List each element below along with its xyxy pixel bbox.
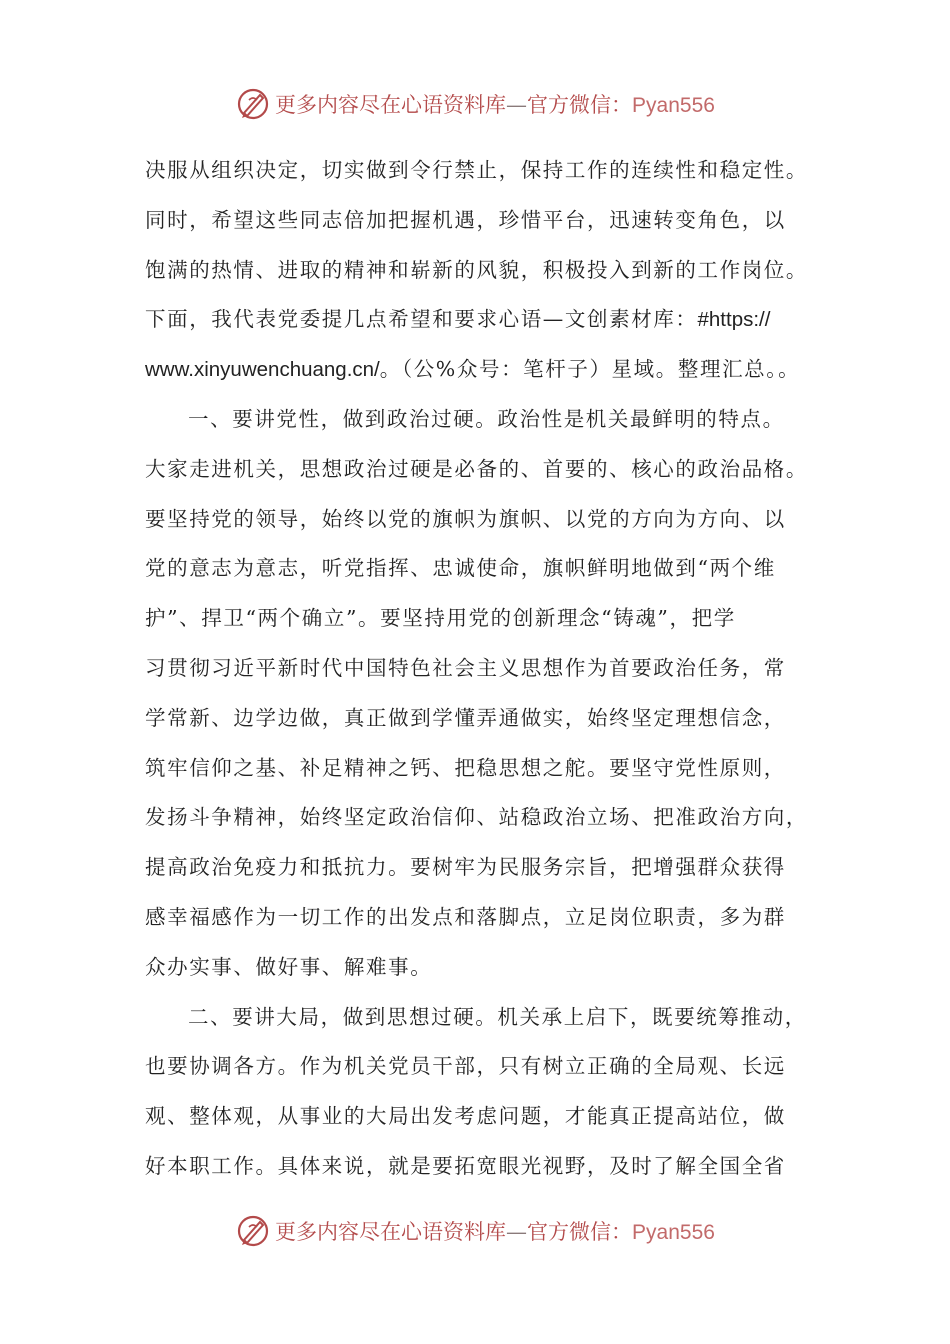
header-wechat-label: 官方微信： <box>527 93 633 117</box>
header-dash: — <box>506 93 528 117</box>
header-lead: 更多内容尽在心语资料库 <box>275 93 507 117</box>
text-line-with-url <box>145 345 825 395</box>
pen-logo-icon <box>235 1213 271 1249</box>
url-part-1: #https:// <box>697 308 771 332</box>
footer-lead: 更多内容尽在心语资料库 <box>275 1220 507 1244</box>
header-text <box>275 89 715 119</box>
footer-text <box>275 1216 715 1246</box>
text-line: 筑牢信仰之基、补足精神之钙、把稳思想之舵。要坚守党性原则， <box>145 755 786 780</box>
paragraph-start: 一、要讲党性，做到政治过硬。政治性是机关最鲜明的特点。 <box>188 406 785 431</box>
url-part-2: www.xinyuwenchuang.cn/ <box>145 358 380 382</box>
text-line: 饱满的热情、进取的精神和崭新的风貌，积极投入到新的工作岗位。 <box>145 257 808 282</box>
text-line-with-url <box>145 295 825 345</box>
footer-wechat-id: Pyan556 <box>632 1221 715 1244</box>
footer-wechat-label: 官方微信： <box>527 1220 633 1244</box>
text-line: 党的意志为意志，听党指挥、忠诚使命，旗帜鲜明地做到“两个维 <box>145 556 776 581</box>
text-segment: 。（公%众号：笔杆子）星域。整理汇总。。 <box>379 357 801 382</box>
text-line: 发扬斗争精神，始终坚定政治信仰、站稳政治立场、把准政治方向， <box>145 805 808 830</box>
text-line: 护”、捍卫“两个确立”。要坚持用党的创新理念“铸魂”，把学 <box>145 606 736 631</box>
text-line: 也要协调各方。作为机关党员干部，只有树立正确的全局观、长远 <box>145 1054 786 1079</box>
document-body <box>145 146 825 1192</box>
footer-dash: — <box>506 1220 528 1244</box>
text-line: 习贯彻习近平新时代中国特色社会主义思想作为首要政治任务，常 <box>145 655 786 680</box>
text-segment: 下面，我代表党委提几点希望和要求心语—文创素材库： <box>145 307 698 332</box>
paragraph-start: 二、要讲大局，做到思想过硬。机关承上启下，既要统筹推动， <box>188 1004 807 1029</box>
text-line: 决服从组织决定，切实做到令行禁止，保持工作的连续性和稳定性。 <box>145 158 808 182</box>
text-line: 感幸福感作为一切工作的出发点和落脚点，立足岗位职责，多为群 <box>145 904 786 929</box>
text-line: 要坚持党的领导，始终以党的旗帜为旗帜、以党的方向为方向、以 <box>145 506 786 531</box>
text-line: 大家走进机关，思想政治过硬是必备的、首要的、核心的政治品格。 <box>145 456 808 481</box>
footer-watermark <box>0 1211 950 1251</box>
header-watermark <box>0 84 950 124</box>
text-line: 好本职工作。具体来说，就是要拓宽眼光视野，及时了解全国全省 <box>145 1153 786 1178</box>
text-line: 提高政治免疫力和抵抗力。要树牢为民服务宗旨，把增强群众获得 <box>145 855 786 880</box>
pen-logo-icon <box>235 86 271 122</box>
header-wechat-id: Pyan556 <box>632 94 715 117</box>
text-line: 同时，希望这些同志倍加把握机遇，珍惜平台，迅速转变角色，以 <box>145 207 786 232</box>
text-line: 观、整体观，从事业的大局出发考虑问题，才能真正提高站位，做 <box>145 1104 786 1129</box>
text-line: 众办实事、做好事、解难事。 <box>145 954 433 979</box>
text-line: 学常新、边学边做，真正做到学懂弄通做实，始终坚定理想信念， <box>145 705 786 730</box>
